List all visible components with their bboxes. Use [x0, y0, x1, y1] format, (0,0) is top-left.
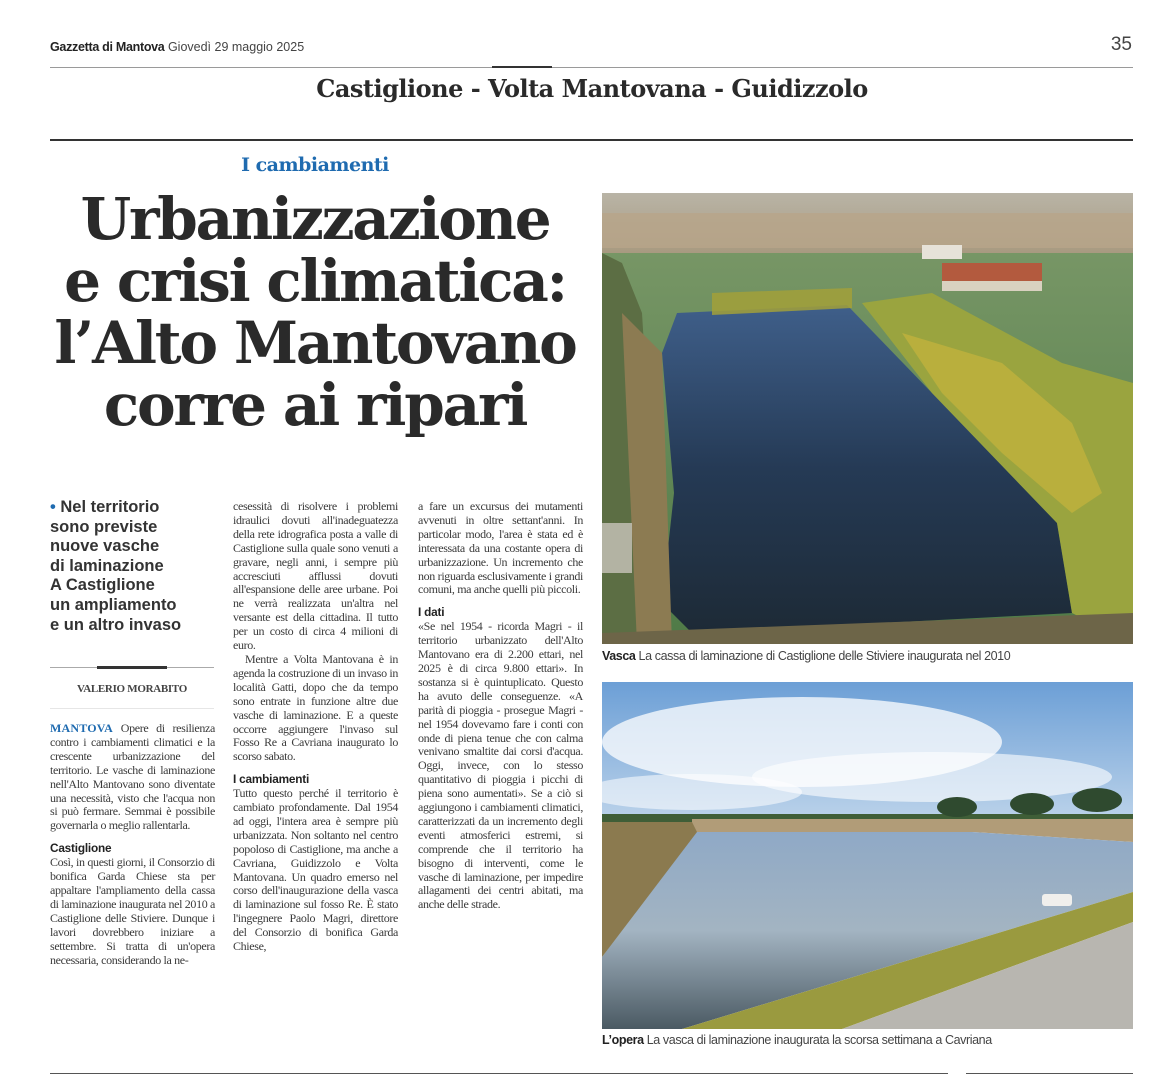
body-paragraph: Mentre a Volta Mantovana è in agenda la costruzione di un invaso in località Gatti, dopo che da tempo sono entrate in funzione altre due vasche di laminazione. E a queste occorre aggiungere l'invaso sul Fosso Re a Cavriana inaugurato lo scorso sabato.	[233, 651, 398, 764]
caption-text: La cassa di laminazione di Castiglione delle Stiviere inaugurata nel 2010	[635, 649, 1011, 663]
basin-aerial-image	[602, 193, 1133, 644]
photo-cavriana-basin	[602, 682, 1133, 1029]
lead-paragraph: MANTOVA Opere di resilienza contro i cambiamenti climatici e la crescente urbanizzazione del territorio. Le vasche di laminazione nell'Alto Mantovano sono diventate una necessità, visto che l'acqua non si può fermare. Semmai è possibile governarla o meglio rallentarla.	[50, 721, 215, 833]
section-rule	[50, 139, 1133, 141]
headline-line: e crisi climatica:	[64, 247, 566, 315]
header-rule	[50, 67, 1133, 68]
caption-label: Vasca	[602, 649, 636, 663]
photo-castiglione-basin	[602, 193, 1133, 644]
summary-line: di laminazione	[50, 556, 164, 575]
body-column-2	[233, 500, 398, 954]
subhead: I cambiamenti	[233, 772, 310, 787]
byline: VALERIO MORABITO	[76, 683, 187, 695]
basin-ground-image	[602, 682, 1133, 1029]
headline	[50, 185, 580, 439]
body-column-3	[418, 500, 583, 912]
bullet-icon: •	[50, 498, 56, 516]
caption-label: L’opera	[602, 1033, 644, 1047]
page-number: 35	[1110, 34, 1132, 55]
header-rule-accent	[492, 66, 552, 68]
caption-text: La vasca di laminazione inaugurata la scorsa settimana a Cavriana	[643, 1033, 992, 1047]
summary-line: A Castiglione	[50, 576, 155, 595]
summary-line: Nel territorio	[60, 498, 160, 516]
headline-line: l’Alto Mantovano	[54, 309, 576, 377]
body-paragraph-continued: a fare un excursus dei mutamenti avvenuti in oltre settant'anni. In particolar modo, l'area è stata ed è interessata da una costante opera di urbanizzazione. Un incremento che non riguarda esclusivamente i grandi comuni, ma anche quelli più piccoli.	[418, 499, 583, 597]
body-paragraph: Tutto questo perché il territorio è cambiato profondamente. Dal 1954 ad oggi, l'intera area è sempre più urbanizzata. Non soltanto nel centro popoloso di Castiglione, ma anche a Cavriana, Guidizzolo e Volta Mantovana. Un quadro emerso nel corso dell'inaugurazione della vasca di laminazione sul fosso Re. È stato l'ingegnere Paolo Magri, direttore del Consorzio di bonifica Garda Chiese,	[233, 786, 398, 954]
footer-rule	[50, 1073, 948, 1074]
byline-divider	[50, 708, 214, 709]
headline-line: corre ai ripari	[103, 371, 527, 439]
kicker: I cambiamenti	[241, 154, 389, 176]
summary	[50, 498, 220, 635]
body-paragraph: «Se nel 1954 - ricorda Magri - il territorio urbanizzato dell'Alto Mantovano era di 2.200 ettari, nel 2025 è di circa 9.800 ettari». In sostanza si è quintuplicato. Questo ha avuto delle conseguenze. «A parità di pioggia - prosegue Magri - nel 1954 dovevamo fare i conti con onde di piena tenue che con calma venivano smaltite dai corsi d'acqua. Oggi, invece, con lo stesso quantitativo di pioggia i picchi di piena sono aumentati». Se a ciò si aggiungono i cambiamenti climatici, caratterizzati da un incremento degli eventi atmosferici estremi, si comprende che il territorio ha bisogno di interventi, come le vasche di laminazione, per impedire allagamenti dei centri abitati, ma anche delle strade.	[418, 619, 583, 912]
issue-date: Giovedì 29 maggio 2025	[167, 40, 305, 54]
subhead: Castiglione	[50, 841, 112, 856]
body-paragraph-continued: cesessità di risolvere i problemi idraulici dovuti all'inadeguatezza della rete idrografica posta a valle di Castiglione sulla quale sono venuti a gravare, negli anni, i sempre più accresciuti afflussi dovuti all'espansione delle aree urbane. Poi ne verrà realizzata un'altra nel versante est della cittadina. Il tutto per un costo di circa 4 milioni di euro.	[233, 499, 398, 653]
section-title: Castiglione - Volta Mantovana - Guidizzolo	[316, 74, 868, 103]
body-paragraph: Così, in questi giorni, il Consorzio di bonifica Garda Chiese sta per appaltare l'ampliamento della cassa di laminazione inaugurata nel 2010 a Castiglione delle Stiviere. Dunque i lavori dovrebbero iniziare a settembre. Si tratta di un'opera necessaria, considerando la ne-	[50, 855, 216, 967]
byline-rule-accent	[97, 666, 167, 669]
photo-caption	[602, 1033, 992, 1047]
headline-line: Urbanizzazione	[80, 185, 550, 253]
publication-name: Gazzetta di Mantova	[50, 40, 165, 54]
masthead	[50, 40, 304, 54]
summary-line: e un altro invaso	[50, 615, 182, 634]
photo-caption	[602, 649, 1010, 663]
footer-rule-short	[966, 1073, 1133, 1074]
summary-line: un ampliamento	[50, 595, 177, 614]
summary-line: sono previste	[50, 517, 158, 536]
dateline: MANTOVA	[50, 721, 113, 735]
body-column-1	[50, 722, 215, 967]
summary-line: nuove vasche	[50, 537, 160, 556]
subhead: I dati	[418, 605, 445, 620]
